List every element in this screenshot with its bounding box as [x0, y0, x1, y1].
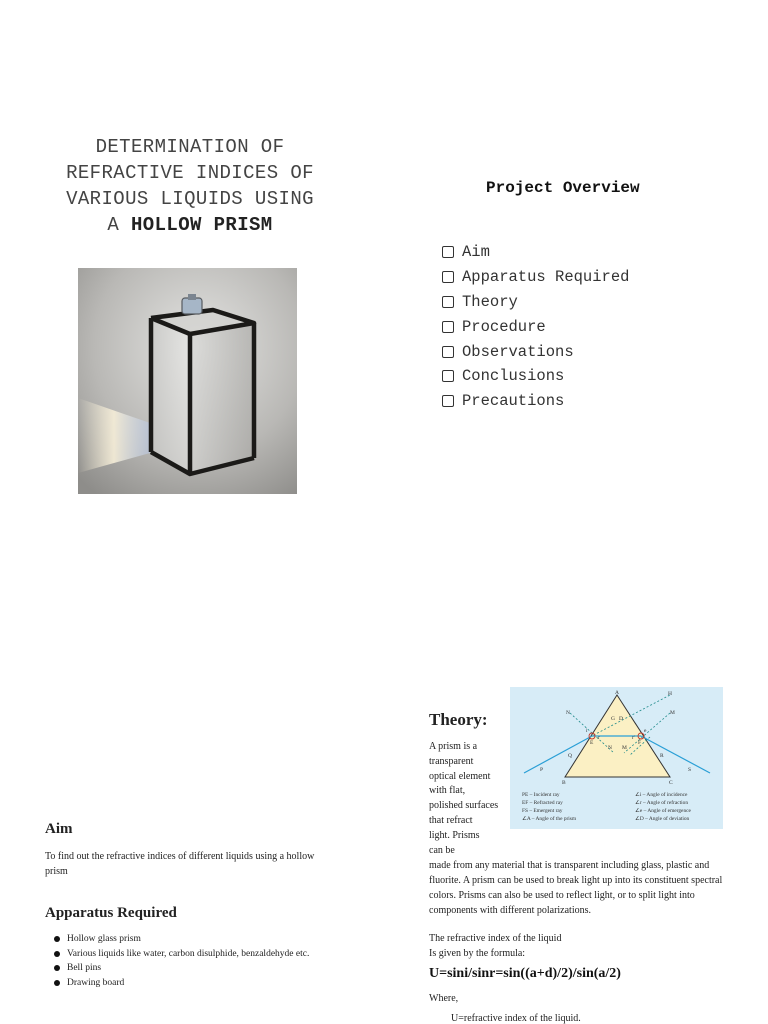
legend-left-2: EF – Refracted ray	[522, 800, 563, 806]
legend-right-2: ∠r – Angle of refraction	[635, 800, 689, 806]
checkbox-icon[interactable]	[442, 370, 454, 382]
angle-e-label: e	[644, 728, 647, 734]
vertex-a-label: A	[615, 690, 619, 696]
prism-refraction-diagram	[510, 687, 723, 829]
overview-item-conclusions[interactable]	[442, 364, 629, 389]
legend-left-1: PE – Incident ray	[522, 792, 560, 798]
refractive-index-intro	[429, 931, 729, 961]
angle-d-label: D	[619, 716, 623, 722]
point-p-label: P	[540, 767, 544, 773]
title-bold-text: HOLLOW PRISM	[130, 214, 273, 236]
point-n-bottom-label: N	[608, 745, 612, 751]
overview-item-observations[interactable]	[442, 339, 629, 364]
overview-item-procedure[interactable]	[442, 314, 629, 339]
checkbox-icon[interactable]	[442, 395, 454, 407]
legend-left-3: FS – Emergent ray	[522, 808, 563, 814]
where-label: Where,	[429, 993, 459, 1004]
angle-rp-label: r'	[632, 735, 635, 741]
ri-line-1: The refractive index of the liquid	[429, 933, 562, 944]
theory-line: polished surfaces	[429, 800, 499, 812]
point-s-label: S	[688, 767, 692, 773]
overview-checklist	[442, 240, 629, 414]
title-line-2: REFRACTIVE INDICES OF	[66, 162, 314, 184]
vertex-b-label: B	[562, 780, 566, 786]
theory-line: transparent	[429, 755, 474, 767]
checkbox-icon[interactable]	[442, 246, 454, 258]
refractive-index-formula: U=sini/sinr=sin((a+d)/2)/sin(a/2)	[429, 966, 621, 981]
theory-body-text: made from any material that is transparent including glass, plastic and fluorite. A prism can be used to break light up into its constituent spectral colors. Prisms can also be used to reflect light, or to split light into components with different polarizations.	[429, 860, 723, 916]
overview-item-label: Procedure	[462, 317, 546, 336]
list-item: Various liquids like water, carbon disulphide, benzaldehyde etc.	[52, 947, 342, 962]
point-g-label: G	[611, 716, 615, 722]
overview-item-label: Observations	[462, 342, 574, 361]
overview-item-label: Theory	[462, 292, 518, 311]
overview-item-label: Apparatus Required	[462, 268, 630, 287]
overview-item-aim[interactable]	[442, 240, 629, 265]
point-h-label: H	[668, 691, 672, 697]
checkbox-icon[interactable]	[442, 296, 454, 308]
point-m-bottom-label: M	[622, 745, 627, 751]
ri-line-2: Is given by the formula:	[429, 948, 526, 959]
aim-heading: Aim	[45, 821, 73, 837]
theory-heading: Theory:	[429, 710, 488, 729]
u-definition: U=refractive index of the liquid.	[451, 1013, 581, 1024]
list-item: Hollow glass prism	[52, 932, 342, 947]
point-n-left-label: N	[566, 710, 570, 716]
overview-item-precautions[interactable]	[442, 389, 629, 414]
hollow-prism-photo	[78, 268, 297, 494]
theory-line: light. Prisms	[429, 829, 480, 841]
point-m-right-label: M	[670, 710, 675, 716]
overview-item-apparatus[interactable]	[442, 265, 629, 290]
overview-item-label: Precautions	[462, 392, 565, 411]
apparatus-heading: Apparatus Required	[45, 905, 177, 921]
overview-item-label: Aim	[462, 243, 490, 262]
apparatus-list	[52, 932, 342, 990]
overview-item-theory[interactable]	[442, 290, 629, 315]
list-item: Bell pins	[52, 961, 342, 976]
vertex-c-label: C	[669, 780, 673, 786]
legend-right-1: ∠i – Angle of incidence	[635, 792, 688, 798]
title-line-4-prefix: A	[107, 214, 131, 236]
legend-right-3: ∠e – Angle of emergence	[635, 808, 691, 814]
title-line-3: VARIOUS LIQUIDS USING	[66, 188, 314, 210]
list-item: Drawing board	[52, 976, 342, 991]
aim-text: To find out the refractive indices of different liquids using a hollow prism	[45, 851, 315, 877]
theory-intro-text	[429, 740, 509, 858]
title-line-1: DETERMINATION OF	[95, 136, 285, 158]
checkbox-icon[interactable]	[442, 271, 454, 283]
point-e-label: E	[590, 740, 594, 746]
document-title	[40, 134, 340, 238]
point-q-label: Q	[568, 753, 572, 759]
angle-r-label: r	[598, 735, 600, 741]
checkbox-icon[interactable]	[442, 346, 454, 358]
overview-item-label: Conclusions	[462, 367, 565, 386]
legend-right-4: ∠D – Angle of deviation	[635, 816, 690, 822]
checkbox-icon[interactable]	[442, 321, 454, 333]
theory-line: optical element	[429, 770, 491, 782]
title-line-4	[40, 212, 340, 238]
point-f-label: F	[638, 740, 642, 746]
legend-left-4: ∠A – Angle of the prism	[522, 816, 577, 822]
overview-heading: Project Overview	[486, 179, 640, 197]
theory-line: with flat,	[429, 785, 466, 797]
theory-line: can be	[429, 844, 455, 856]
angle-i-label: i	[586, 728, 588, 734]
theory-line: that refract	[429, 814, 473, 826]
theory-line: A prism is a	[429, 741, 478, 752]
point-r-label: R	[660, 753, 664, 759]
